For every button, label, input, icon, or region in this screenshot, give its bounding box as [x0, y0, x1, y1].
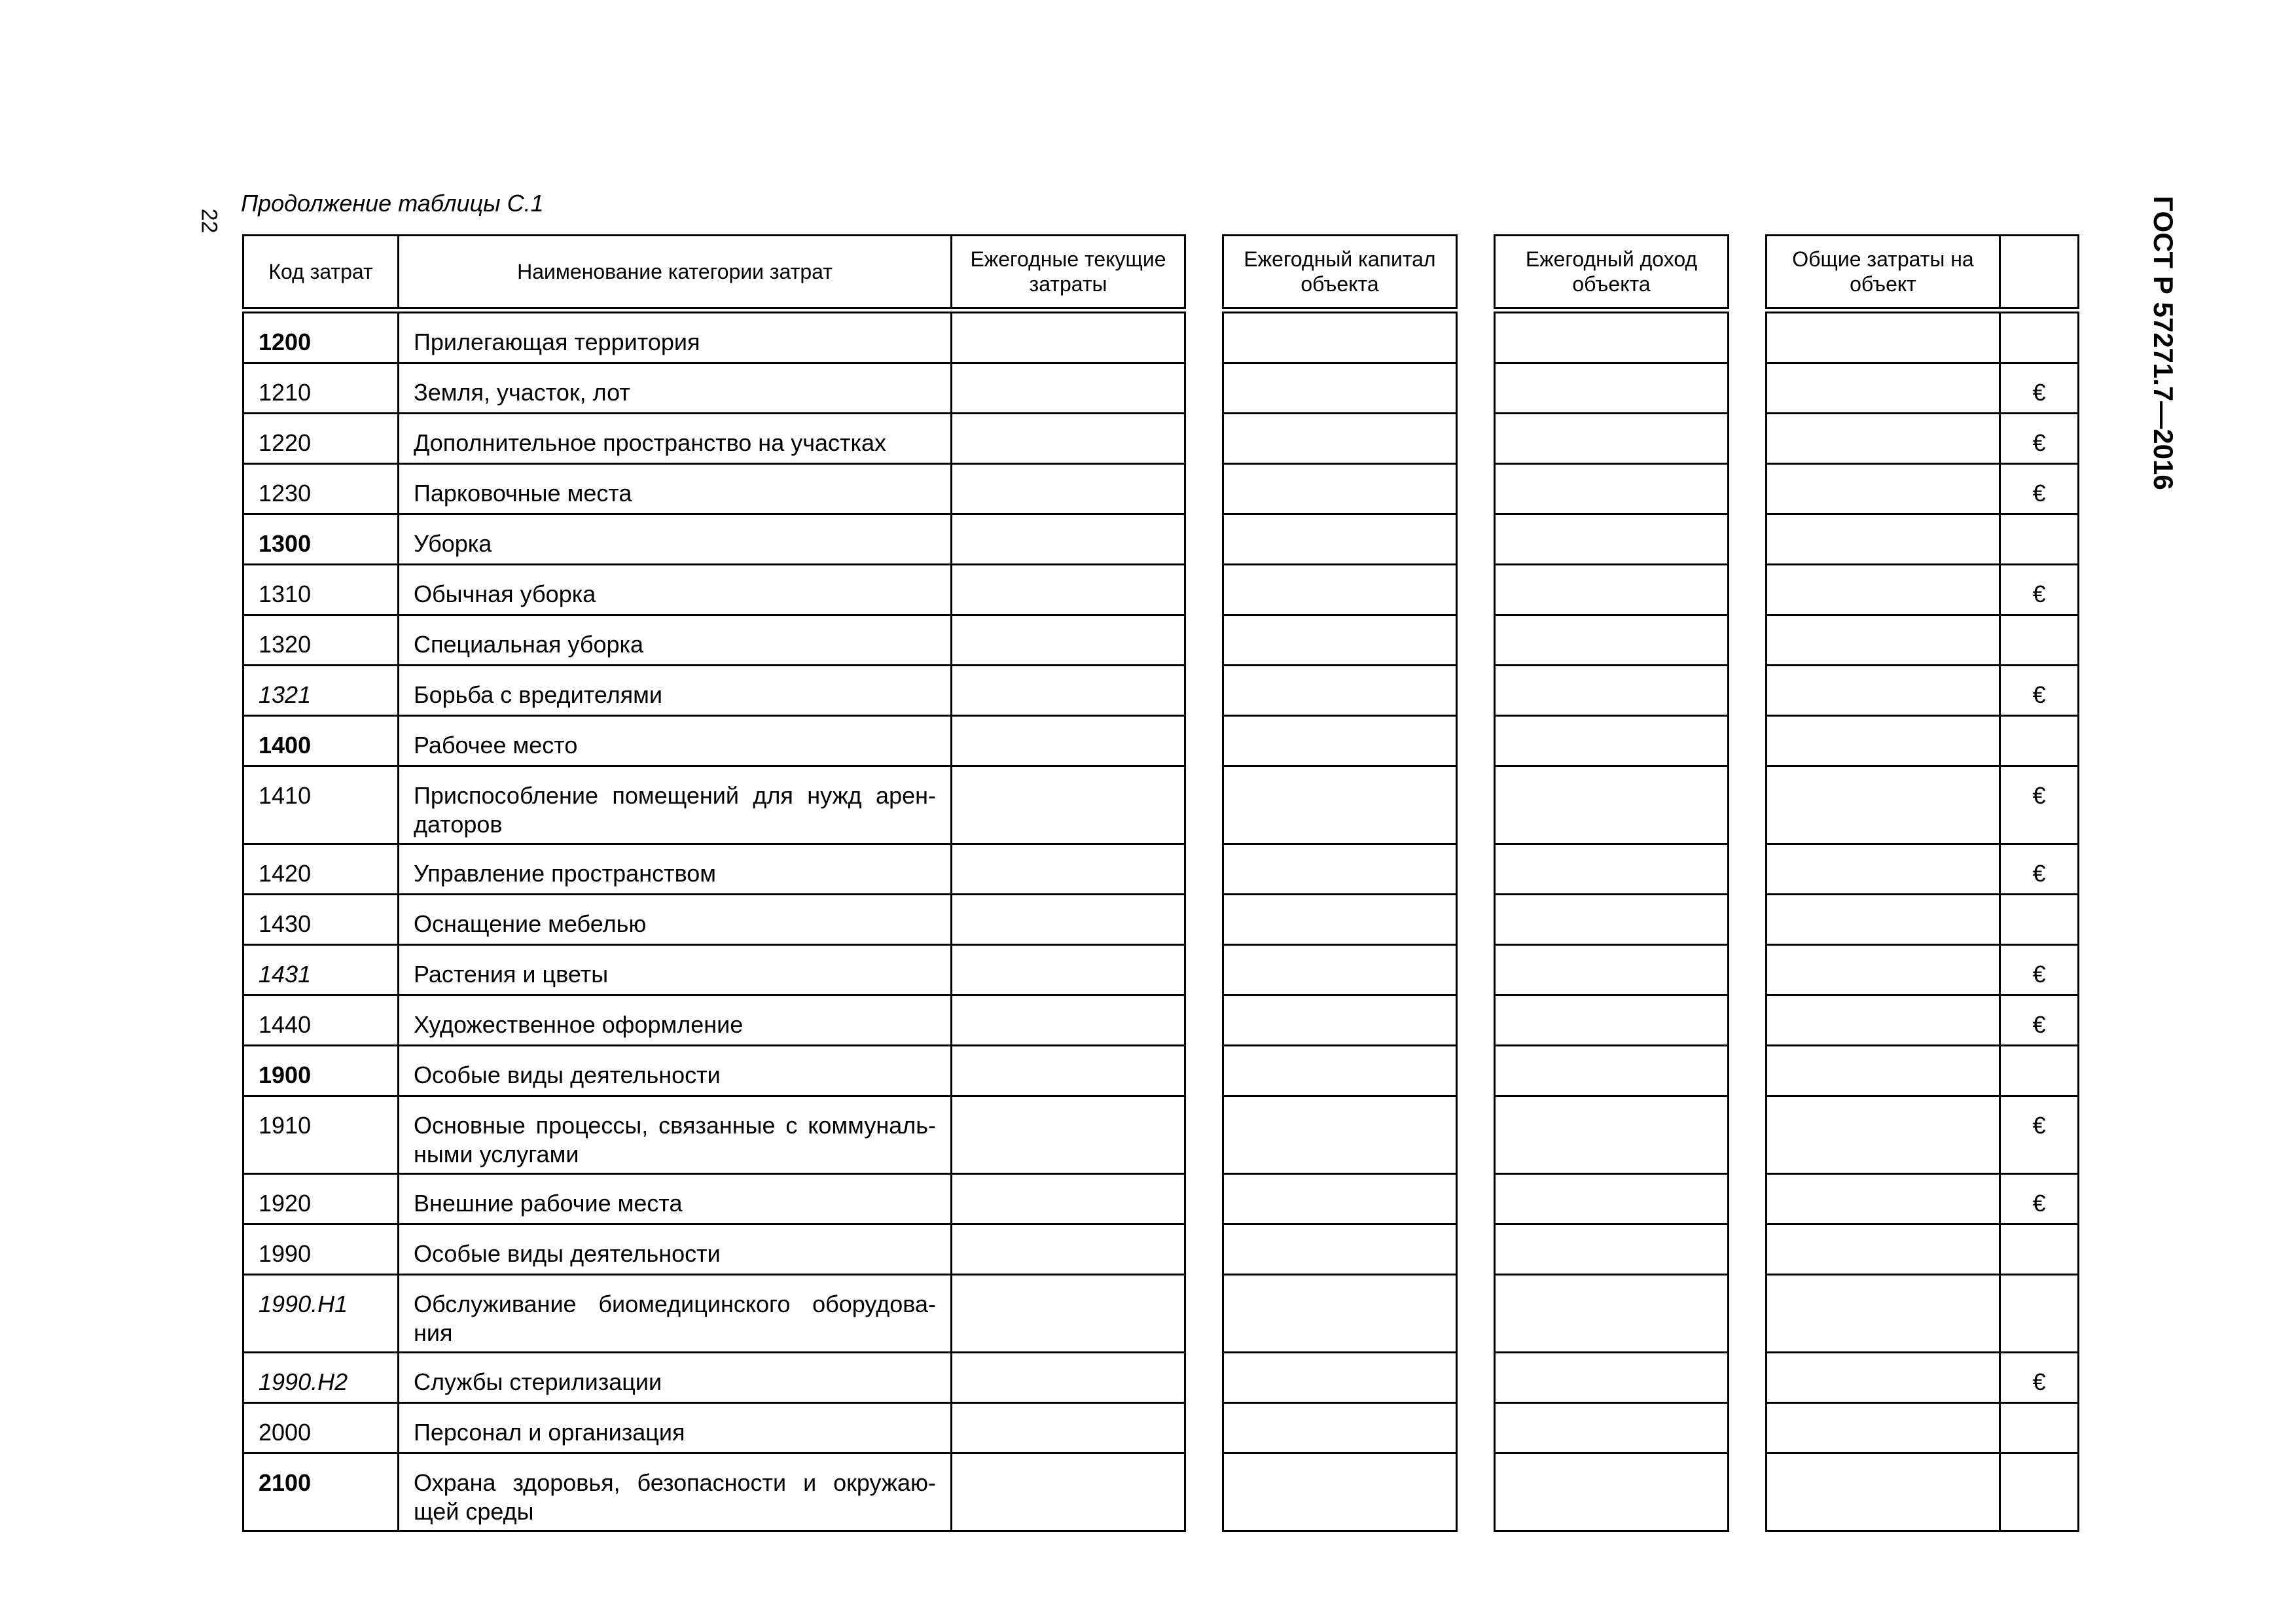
cost-category-name: Особые виды деятельности: [399, 1046, 952, 1096]
euro-marker: €: [2000, 414, 2079, 464]
annual-income-cell: [1495, 464, 1729, 514]
header-gap: [1185, 236, 1223, 311]
annual-costs-cell: [952, 766, 1185, 844]
annual-capital-cell: [1223, 844, 1457, 895]
cost-code: 1431: [243, 945, 399, 995]
column-gap: [1185, 995, 1223, 1046]
column-gap: [1729, 1174, 1767, 1224]
cost-code: 1300: [243, 514, 399, 565]
column-gap: [1729, 666, 1767, 716]
column-gap: [1185, 464, 1223, 514]
cost-code: 1320: [243, 615, 399, 666]
column-gap: [1729, 766, 1767, 844]
annual-costs-cell: [952, 1046, 1185, 1096]
table-row: [243, 615, 2079, 666]
annual-capital-cell: [1223, 945, 1457, 995]
total-costs-cell: [1767, 1174, 2000, 1224]
annual-capital-cell: [1223, 766, 1457, 844]
annual-costs-cell: [952, 895, 1185, 945]
total-costs-cell: [1767, 464, 2000, 514]
page-number: 22: [196, 208, 222, 234]
table-row: [243, 363, 2079, 414]
header-annual-costs: Ежегодные текущие затраты: [952, 236, 1185, 311]
annual-costs-cell: [952, 1096, 1185, 1174]
table-row: [243, 1224, 2079, 1275]
annual-costs-cell: [952, 995, 1185, 1046]
annual-costs-cell: [952, 1454, 1185, 1531]
column-gap: [1457, 363, 1495, 414]
header-name: Наименование категории затрат: [399, 236, 952, 311]
column-gap: [1185, 666, 1223, 716]
column-gap: [1185, 514, 1223, 565]
cost-code: 1310: [243, 565, 399, 615]
annual-income-cell: [1495, 995, 1729, 1046]
euro-marker: €: [2000, 464, 2079, 514]
column-gap: [1729, 514, 1767, 565]
annual-capital-cell: [1223, 1224, 1457, 1275]
table-row: [243, 565, 2079, 615]
annual-income-cell: [1495, 615, 1729, 666]
cost-category-name: Земля, участок, лот: [399, 363, 952, 414]
cost-code: 1430: [243, 895, 399, 945]
annual-capital-cell: [1223, 1174, 1457, 1224]
euro-marker: [2000, 1275, 2079, 1353]
column-gap: [1457, 310, 1495, 363]
annual-income-cell: [1495, 844, 1729, 895]
column-gap: [1185, 1275, 1223, 1353]
table-row: [243, 1174, 2079, 1224]
cost-category-name: Особые виды деятельности: [399, 1224, 952, 1275]
column-gap: [1729, 1096, 1767, 1174]
euro-marker: €: [2000, 995, 2079, 1046]
annual-capital-cell: [1223, 666, 1457, 716]
column-gap: [1185, 844, 1223, 895]
column-gap: [1185, 895, 1223, 945]
annual-income-cell: [1495, 310, 1729, 363]
column-gap: [1185, 1096, 1223, 1174]
euro-marker: €: [2000, 363, 2079, 414]
column-gap: [1729, 414, 1767, 464]
annual-income-cell: [1495, 1353, 1729, 1403]
column-gap: [1729, 1454, 1767, 1531]
annual-costs-cell: [952, 310, 1185, 363]
cost-category-name: Внешние рабочие места: [399, 1174, 952, 1224]
cost-category-name: Растения и цветы: [399, 945, 952, 995]
column-gap: [1457, 1096, 1495, 1174]
table-row: [243, 1275, 2079, 1353]
annual-costs-cell: [952, 1353, 1185, 1403]
cost-code: 1990.Н1: [243, 1275, 399, 1353]
column-gap: [1729, 565, 1767, 615]
header-total-costs: Общие затраты на объект: [1767, 236, 2000, 311]
column-gap: [1729, 716, 1767, 766]
annual-income-cell: [1495, 1454, 1729, 1531]
total-costs-cell: [1767, 310, 2000, 363]
table-body: [243, 310, 2079, 1531]
cost-code: 1990: [243, 1224, 399, 1275]
column-gap: [1729, 363, 1767, 414]
annual-capital-cell: [1223, 514, 1457, 565]
euro-marker: [2000, 1454, 2079, 1531]
total-costs-cell: [1767, 895, 2000, 945]
euro-marker: €: [2000, 1353, 2079, 1403]
cost-code: 1910: [243, 1096, 399, 1174]
annual-costs-cell: [952, 615, 1185, 666]
cost-code: 1410: [243, 766, 399, 844]
column-gap: [1457, 844, 1495, 895]
column-gap: [1729, 1224, 1767, 1275]
table-row: [243, 1454, 2079, 1531]
cost-code: 2000: [243, 1403, 399, 1454]
cost-category-name: Охрана здоровья, безопасности и окружаю-щей среды: [399, 1454, 952, 1531]
header-gap: [1729, 236, 1767, 311]
column-gap: [1729, 1353, 1767, 1403]
euro-marker: [2000, 514, 2079, 565]
total-costs-cell: [1767, 995, 2000, 1046]
header-annual-income: Ежегодный доход объекта: [1495, 236, 1729, 311]
column-gap: [1185, 716, 1223, 766]
cost-category-name: Персонал и организация: [399, 1403, 952, 1454]
header-row: [243, 236, 2079, 311]
table-row: [243, 666, 2079, 716]
annual-income-cell: [1495, 1275, 1729, 1353]
annual-income-cell: [1495, 766, 1729, 844]
cost-code: 1321: [243, 666, 399, 716]
column-gap: [1457, 565, 1495, 615]
column-gap: [1457, 1046, 1495, 1096]
table-row: [243, 1096, 2079, 1174]
annual-capital-cell: [1223, 1403, 1457, 1454]
table-row: [243, 716, 2079, 766]
table-row: [243, 464, 2079, 514]
cost-category-name: Борьба с вредителями: [399, 666, 952, 716]
column-gap: [1185, 565, 1223, 615]
table-row: [243, 310, 2079, 363]
total-costs-cell: [1767, 766, 2000, 844]
euro-marker: €: [2000, 844, 2079, 895]
annual-costs-cell: [952, 464, 1185, 514]
column-gap: [1457, 1174, 1495, 1224]
annual-capital-cell: [1223, 414, 1457, 464]
annual-income-cell: [1495, 895, 1729, 945]
total-costs-cell: [1767, 1454, 2000, 1531]
annual-capital-cell: [1223, 995, 1457, 1046]
annual-capital-cell: [1223, 1454, 1457, 1531]
total-costs-cell: [1767, 1224, 2000, 1275]
column-gap: [1185, 1224, 1223, 1275]
column-gap: [1729, 995, 1767, 1046]
annual-income-cell: [1495, 1403, 1729, 1454]
cost-code: 1400: [243, 716, 399, 766]
cost-table: [242, 234, 2079, 1532]
table-row: [243, 1353, 2079, 1403]
annual-capital-cell: [1223, 895, 1457, 945]
column-gap: [1185, 945, 1223, 995]
column-gap: [1457, 895, 1495, 945]
total-costs-cell: [1767, 1096, 2000, 1174]
column-gap: [1185, 1353, 1223, 1403]
column-gap: [1729, 1275, 1767, 1353]
euro-marker: €: [2000, 666, 2079, 716]
column-gap: [1729, 844, 1767, 895]
cost-code: 1210: [243, 363, 399, 414]
annual-income-cell: [1495, 514, 1729, 565]
table-row: [243, 895, 2079, 945]
total-costs-cell: [1767, 844, 2000, 895]
total-costs-cell: [1767, 716, 2000, 766]
annual-capital-cell: [1223, 1275, 1457, 1353]
column-gap: [1457, 766, 1495, 844]
cost-category-name: Уборка: [399, 514, 952, 565]
annual-income-cell: [1495, 414, 1729, 464]
cost-code: 1220: [243, 414, 399, 464]
cost-category-name: Обычная уборка: [399, 565, 952, 615]
header-gap: [1457, 236, 1495, 311]
annual-income-cell: [1495, 1224, 1729, 1275]
euro-marker: €: [2000, 1174, 2079, 1224]
cost-category-name: Прилегающая территория: [399, 310, 952, 363]
cost-code: 1990.Н2: [243, 1353, 399, 1403]
column-gap: [1457, 945, 1495, 995]
annual-income-cell: [1495, 565, 1729, 615]
annual-costs-cell: [952, 844, 1185, 895]
document-id: [2147, 192, 2179, 493]
annual-costs-cell: [952, 565, 1185, 615]
annual-capital-cell: [1223, 363, 1457, 414]
column-gap: [1457, 1403, 1495, 1454]
euro-marker: [2000, 615, 2079, 666]
column-gap: [1457, 1454, 1495, 1531]
annual-costs-cell: [952, 514, 1185, 565]
table-row: [243, 514, 2079, 565]
euro-marker: [2000, 310, 2079, 363]
column-gap: [1729, 310, 1767, 363]
column-gap: [1185, 766, 1223, 844]
euro-marker: €: [2000, 766, 2079, 844]
column-gap: [1457, 1275, 1495, 1353]
column-gap: [1729, 464, 1767, 514]
cost-code: 1900: [243, 1046, 399, 1096]
column-gap: [1185, 310, 1223, 363]
total-costs-cell: [1767, 363, 2000, 414]
euro-marker: €: [2000, 565, 2079, 615]
column-gap: [1457, 615, 1495, 666]
column-gap: [1185, 1403, 1223, 1454]
cost-category-name: Художественное оформление: [399, 995, 952, 1046]
annual-costs-cell: [952, 1224, 1185, 1275]
column-gap: [1729, 615, 1767, 666]
column-gap: [1457, 995, 1495, 1046]
column-gap: [1729, 945, 1767, 995]
total-costs-cell: [1767, 615, 2000, 666]
cost-category-name: Оснащение мебелью: [399, 895, 952, 945]
total-costs-cell: [1767, 1403, 2000, 1454]
cost-category-name: Приспособление помещений для нужд арен-даторов: [399, 766, 952, 844]
column-gap: [1457, 414, 1495, 464]
header-annual-capital: Ежегодный капитал объекта: [1223, 236, 1457, 311]
header-code: Код затрат: [243, 236, 399, 311]
table-row: [243, 414, 2079, 464]
annual-income-cell: [1495, 1046, 1729, 1096]
document-id-text: ГОСТ Р 57271.7—2016: [2148, 196, 2179, 490]
total-costs-cell: [1767, 1275, 2000, 1353]
table-row: [243, 945, 2079, 995]
cost-code: 2100: [243, 1454, 399, 1531]
annual-costs-cell: [952, 1275, 1185, 1353]
total-costs-cell: [1767, 565, 2000, 615]
column-gap: [1729, 1046, 1767, 1096]
cost-category-name: Обслуживание биомедицинского оборудова-ния: [399, 1275, 952, 1353]
annual-income-cell: [1495, 1096, 1729, 1174]
annual-income-cell: [1495, 945, 1729, 995]
table-row: [243, 1046, 2079, 1096]
cost-code: 1420: [243, 844, 399, 895]
euro-marker: [2000, 716, 2079, 766]
annual-income-cell: [1495, 363, 1729, 414]
annual-costs-cell: [952, 945, 1185, 995]
euro-marker: €: [2000, 945, 2079, 995]
euro-marker: [2000, 895, 2079, 945]
total-costs-cell: [1767, 945, 2000, 995]
cost-code: 1200: [243, 310, 399, 363]
cost-category-name: Управление пространством: [399, 844, 952, 895]
header-marker: [2000, 236, 2079, 311]
total-costs-cell: [1767, 1046, 2000, 1096]
annual-costs-cell: [952, 1403, 1185, 1454]
table-row: [243, 1403, 2079, 1454]
annual-costs-cell: [952, 666, 1185, 716]
column-gap: [1185, 363, 1223, 414]
annual-capital-cell: [1223, 464, 1457, 514]
cost-category-name: Специальная уборка: [399, 615, 952, 666]
total-costs-cell: [1767, 414, 2000, 464]
annual-costs-cell: [952, 414, 1185, 464]
column-gap: [1185, 615, 1223, 666]
column-gap: [1729, 895, 1767, 945]
column-gap: [1457, 1224, 1495, 1275]
annual-costs-cell: [952, 1174, 1185, 1224]
annual-capital-cell: [1223, 1353, 1457, 1403]
cost-code: 1920: [243, 1174, 399, 1224]
total-costs-cell: [1767, 1353, 2000, 1403]
annual-income-cell: [1495, 1174, 1729, 1224]
cost-category-name: Дополнительное пространство на участках: [399, 414, 952, 464]
annual-capital-cell: [1223, 716, 1457, 766]
cost-category-name: Основные процессы, связанные с коммуналь-ными услугами: [399, 1096, 952, 1174]
annual-costs-cell: [952, 716, 1185, 766]
annual-capital-cell: [1223, 565, 1457, 615]
total-costs-cell: [1767, 666, 2000, 716]
annual-capital-cell: [1223, 1046, 1457, 1096]
annual-capital-cell: [1223, 1096, 1457, 1174]
annual-income-cell: [1495, 716, 1729, 766]
table-row: [243, 844, 2079, 895]
column-gap: [1457, 1353, 1495, 1403]
annual-capital-cell: [1223, 615, 1457, 666]
total-costs-cell: [1767, 514, 2000, 565]
euro-marker: €: [2000, 1096, 2079, 1174]
column-gap: [1185, 1174, 1223, 1224]
cost-category-name: Парковочные места: [399, 464, 952, 514]
column-gap: [1185, 414, 1223, 464]
annual-capital-cell: [1223, 310, 1457, 363]
column-gap: [1457, 716, 1495, 766]
cost-code: 1230: [243, 464, 399, 514]
annual-costs-cell: [952, 363, 1185, 414]
column-gap: [1457, 666, 1495, 716]
table-row: [243, 995, 2079, 1046]
annual-income-cell: [1495, 666, 1729, 716]
cost-category-name: Рабочее место: [399, 716, 952, 766]
euro-marker: [2000, 1403, 2079, 1454]
table-row: [243, 766, 2079, 844]
euro-marker: [2000, 1046, 2079, 1096]
column-gap: [1729, 1403, 1767, 1454]
column-gap: [1185, 1046, 1223, 1096]
column-gap: [1457, 464, 1495, 514]
cost-category-name: Службы стерилизации: [399, 1353, 952, 1403]
column-gap: [1185, 1454, 1223, 1531]
euro-marker: [2000, 1224, 2079, 1275]
cost-code: 1440: [243, 995, 399, 1046]
column-gap: [1457, 514, 1495, 565]
table-caption: Продолжение таблицы С.1: [241, 190, 544, 217]
